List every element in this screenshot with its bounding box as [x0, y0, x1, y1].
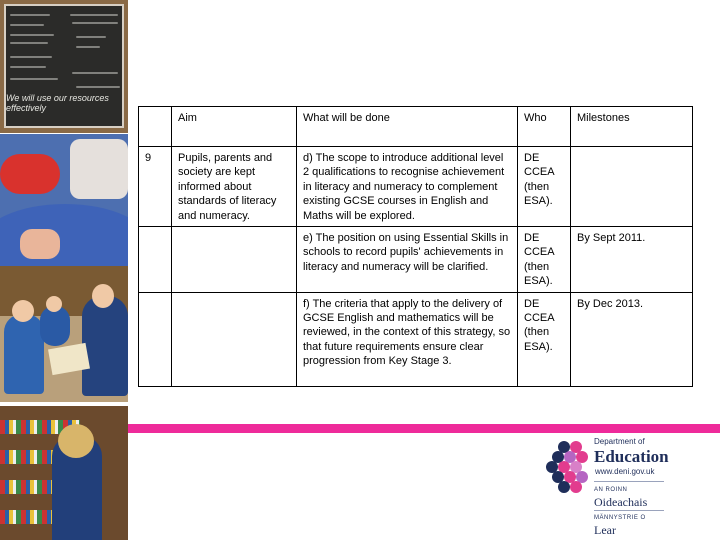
photo-library: [0, 406, 128, 540]
photo-children-reading: [0, 266, 128, 402]
row-number: [139, 227, 172, 293]
row-number: [139, 292, 172, 386]
row-milestone: [571, 147, 693, 227]
row-milestone: By Sept 2011.: [571, 227, 693, 293]
row-action: e) The position on using Essential Skills in schools to record pupils' achievements in literacy and numeracy will be clarified.: [297, 227, 518, 293]
header-who: Who: [518, 107, 571, 147]
row-aim: [172, 227, 297, 293]
logo-irish-small: AN ROINN: [594, 487, 628, 493]
row-who: DE CCEA (then ESA).: [518, 292, 571, 386]
row-action: f) The criteria that apply to the delivery of GCSE English and mathematics will be reviewed, in the context of this strategy, so that future requirements ensure clear progression from Key Stage 3.: [297, 292, 518, 386]
magenta-divider: [128, 424, 720, 433]
row-who: DE CCEA (then ESA).: [518, 147, 571, 227]
row-aim: [172, 292, 297, 386]
row-action: d) The scope to introduce additional level 2 qualifications to recognise achievement in literacy and numeracy to complement existing GCSE courses in English and Maths will be explored.: [297, 147, 518, 227]
logo-name: Education: [594, 447, 669, 466]
row-who: DE CCEA (then ESA).: [518, 227, 571, 293]
header-aim: Aim: [172, 107, 297, 147]
logo-scots: Lear: [594, 523, 616, 537]
table-header-row: [139, 107, 693, 147]
photo-children-at-table: [0, 134, 128, 266]
table-row: [139, 227, 693, 293]
strategy-table: [138, 106, 693, 387]
logo-scots-small: MÄNNYSTRIE O: [594, 515, 646, 521]
logo-dept-label: Department of: [594, 437, 645, 446]
row-milestone: By Dec 2013.: [571, 292, 693, 386]
header-action: What will be done: [297, 107, 518, 147]
row-number: 9: [139, 147, 172, 227]
table-row: [139, 147, 693, 227]
header-milestones: Milestones: [571, 107, 693, 147]
chalkboard-text: We will use our resources effectively: [6, 93, 109, 113]
table-row: [139, 292, 693, 386]
logo-irish: Oideachais: [594, 495, 648, 509]
row-aim: Pupils, parents and society are kept informed about standards of literacy and numeracy.: [172, 147, 297, 227]
logo-url: www.deni.gov.uk: [595, 467, 655, 476]
department-logo: [538, 437, 720, 540]
header-number: [139, 107, 172, 147]
photo-chalkboard: [0, 0, 128, 133]
